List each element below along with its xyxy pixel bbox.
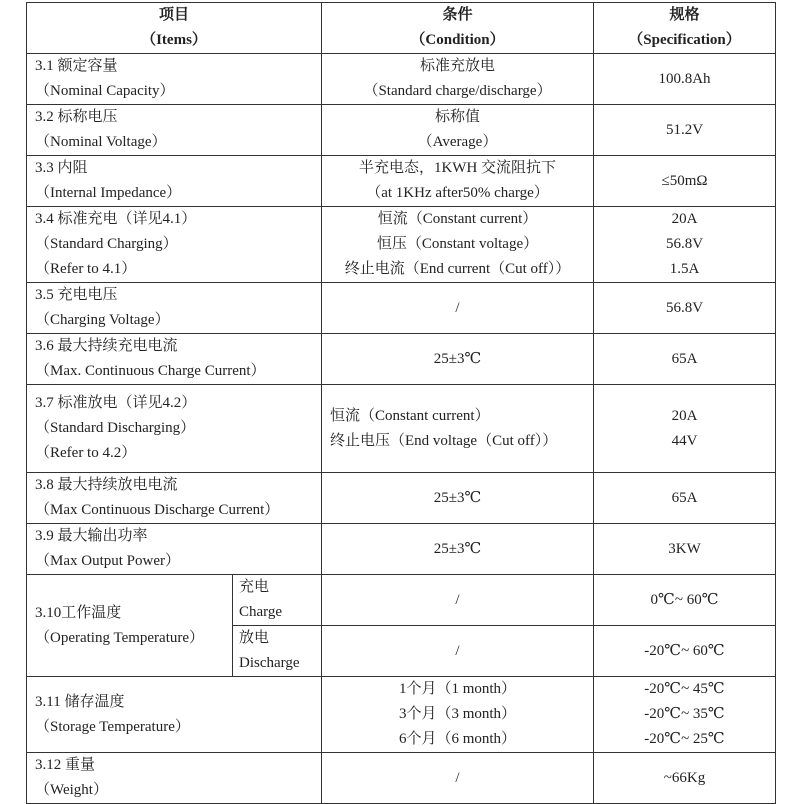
item-cell: 3.8 最大持续放电电流 （Max Continuous Discharge Current） [27,473,322,524]
spec-cell: ≤50mΩ [594,156,776,207]
item-cell: 3.9 最大输出功率 （Max Output Power） [27,524,322,575]
condition-cell: / [322,283,594,334]
item-cell: 3.5 充电电压 （Charging Voltage） [27,283,322,334]
header-items: 项目 （Items） [27,3,322,54]
condition-cell: 25±3℃ [322,473,594,524]
spec-cell: 20A 44V [594,385,776,473]
spec-cell: ~66Kg [594,753,776,804]
condition-cell: 25±3℃ [322,334,594,385]
table-row [27,283,776,334]
spec-cell: 3KW [594,524,776,575]
spec-cell: 0℃~ 60℃ [594,575,776,626]
table-row [27,575,776,626]
spec-cell: 65A [594,334,776,385]
specification-table [26,2,776,804]
sub-item-cell-discharge: 放电 Discharge [233,626,322,677]
item-cell: 3.6 最大持续充电电流 （Max. Continuous Charge Current） [27,334,322,385]
condition-cell: 半充电态，1KWH 交流阻抗下 （at 1KHz after50% charge） [322,156,594,207]
table-row [27,156,776,207]
header-row [27,3,776,54]
spec-cell: 100.8Ah [594,54,776,105]
condition-cell: / [322,626,594,677]
item-cell: 3.12 重量 （Weight） [27,753,322,804]
condition-cell: / [322,575,594,626]
spec-cell: -20℃~ 45℃ -20℃~ 35℃ -20℃~ 25℃ [594,677,776,753]
table-row [27,105,776,156]
spec-cell: 56.8V [594,283,776,334]
header-specification: 规格 （Specification） [594,3,776,54]
spec-cell: 51.2V [594,105,776,156]
spec-cell: 65A [594,473,776,524]
item-cell: 3.7 标准放电（详见4.2） （Standard Discharging） （Refer to 4.2） [27,385,322,473]
sub-item-cell-charge: 充电 Charge [233,575,322,626]
table-row [27,54,776,105]
table-row [27,385,776,473]
condition-cell: 恒流（Constant current） 终止电压（End voltage（Cut off）） [322,385,594,473]
table-row [27,524,776,575]
header-condition: 条件 （Condition） [322,3,594,54]
item-cell: 3.4 标准充电（详见4.1） （Standard Charging） （Refer to 4.1） [27,207,322,283]
item-cell: 3.2 标称电压 （Nominal Voltage） [27,105,322,156]
spec-cell: 20A 56.8V 1.5A [594,207,776,283]
condition-cell: / [322,753,594,804]
item-cell: 3.11 储存温度 （Storage Temperature） [27,677,322,753]
item-cell: 3.3 内阻 （Internal Impedance） [27,156,322,207]
item-cell: 3.10工作温度 （Operating Temperature） [27,575,233,677]
table-row [27,677,776,753]
table-row [27,207,776,283]
item-cell: 3.1 额定容量 （Nominal Capacity） [27,54,322,105]
spec-cell: -20℃~ 60℃ [594,626,776,677]
condition-cell: 25±3℃ [322,524,594,575]
table-row [27,753,776,804]
condition-cell: 1个月（1 month） 3个月（3 month） 6个月（6 month） [322,677,594,753]
table-row [27,334,776,385]
condition-cell: 标称值 （Average） [322,105,594,156]
table-row [27,473,776,524]
condition-cell: 标准充放电 （Standard charge/discharge） [322,54,594,105]
condition-cell: 恒流（Constant current） 恒压（Constant voltage） 终止电流（End current（Cut off）） [322,207,594,283]
